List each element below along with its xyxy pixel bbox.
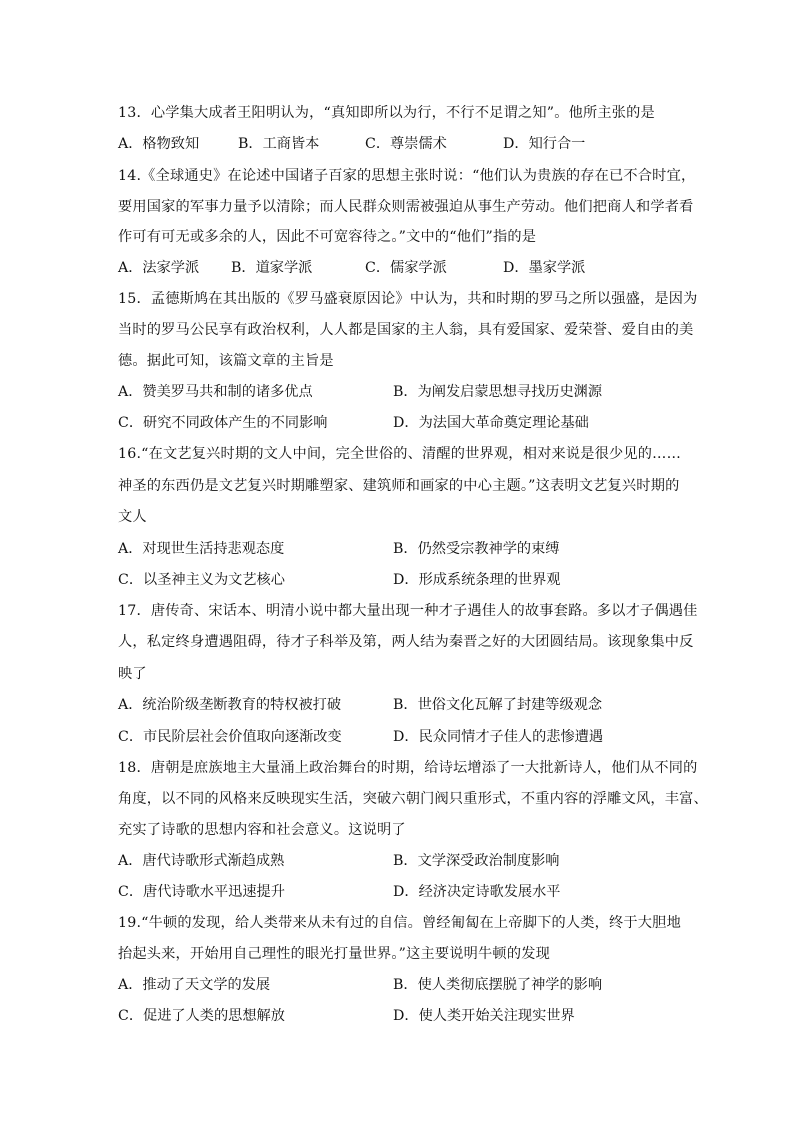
question-19-line-2: 抬起头来，开始用自己理性的眼光打量世界。”这主要说明牛顿的发现 xyxy=(118,946,550,962)
option-a: A．格物致知 xyxy=(118,136,200,152)
question-19-line-1: 19.“牛顿的发现，给人类带来从未有过的自信。曾经匍匐在上帝脚下的人类，终于大胆地 xyxy=(118,915,681,931)
option-a: A．统治阶级垄断教育的特权被打破 xyxy=(118,697,342,713)
question-15-line-2: 当时的罗马公民享有政治权利，人人都是国家的主人翁，具有爱国家、爱荣誉、爱自由的美 xyxy=(118,322,694,338)
option-c: C．促进了人类的思想解放 xyxy=(118,1008,285,1024)
question-17-line-3: 映了 xyxy=(118,666,147,682)
option-a: A．唐代诗歌形式渐趋成熟 xyxy=(118,853,285,869)
option-d: D．使人类开始关注现实世界 xyxy=(393,1008,575,1024)
option-c: C．以圣神主义为文艺核心 xyxy=(118,572,285,588)
question-16-options-row-1 xyxy=(118,539,718,559)
question-18-line-1: 18．唐朝是庶族地主大量涌上政治舞台的时期，给诗坛增添了一大批新诗人，他们从不同的 xyxy=(118,760,698,776)
option-a: A．法家学派 xyxy=(118,260,200,276)
option-c: C．尊崇儒术 xyxy=(365,136,447,152)
question-14-options xyxy=(118,258,718,278)
question-17-options-row-1 xyxy=(118,695,718,715)
option-c: C．研究不同政体产生的不同影响 xyxy=(118,415,328,431)
question-13-line-1: 13．心学集大成者王阳明认为，“真知即所以为行，不行不足谓之知”。他所主张的是 xyxy=(118,105,655,121)
option-c: C．市民阶层社会价值取向逐渐改变 xyxy=(118,729,342,745)
question-17-line-1: 17．唐传奇、宋话本、明清小说中都大量出现一种才子遇佳人的故事套路。多以才子偶遇佳 xyxy=(118,603,698,619)
question-18-options-row-1 xyxy=(118,851,718,871)
question-15-line-1: 15．孟德斯鸠在其出版的《罗马盛衰原因论》中认为，共和时期的罗马之所以强盛，是因为 xyxy=(118,291,698,307)
question-18-line-3: 充实了诗歌的思想内容和社会意义。这说明了 xyxy=(118,822,406,838)
question-14-line-1: 14.《全球通史》在论述中国诸子百家的思想主张时说：“他们认为贵族的存在已不合时宜， xyxy=(118,168,696,184)
question-17-line-2: 人，私定终身遭遇阻碍，待才子科举及第，两人结为秦晋之好的大团圆结局。该现象集中反 xyxy=(118,634,694,650)
question-15-options-row-1 xyxy=(118,382,718,402)
option-b: B．为阐发启蒙思想寻找历史渊源 xyxy=(393,384,603,400)
question-18-line-2: 角度，以不同的风格来反映现实生活，突破六朝门阀只重形式，不重内容的浮雕文风，丰富、 xyxy=(118,791,708,807)
option-a: A．对现世生活持悲观态度 xyxy=(118,541,285,557)
option-b: B．仍然受宗教神学的束缚 xyxy=(393,541,560,557)
option-b: B．世俗文化瓦解了封建等级观念 xyxy=(393,697,603,713)
question-15-options-row-2 xyxy=(118,413,718,433)
option-b: B．道家学派 xyxy=(231,260,313,276)
option-c: C．唐代诗歌水平迅速提升 xyxy=(118,884,285,900)
question-14-line-3: 作可有可无或多余的人，因此不可宽容待之。”文中的“他们”指的是 xyxy=(118,229,537,245)
question-16-line-2: 神圣的东西仍是文艺复兴时期雕塑家、建筑师和画家的中心主题。”这表明文艺复兴时期的 xyxy=(118,478,680,494)
question-16-line-3: 文人 xyxy=(118,509,147,525)
option-d: D．民众同情才子佳人的悲惨遭遇 xyxy=(393,729,604,745)
question-14-line-2: 要用国家的军事力量予以清除；而人民群众则需被强迫从事生产劳动。他们把商人和学者看 xyxy=(118,199,694,215)
option-a: A．赞美罗马共和制的诸多优点 xyxy=(118,384,313,400)
question-16-options-row-2 xyxy=(118,570,718,590)
option-b: B．使人类彻底摆脱了神学的影响 xyxy=(393,977,603,993)
question-13-options xyxy=(118,134,718,154)
option-d: D．墨家学派 xyxy=(503,260,586,276)
option-b: B．文学深受政治制度影响 xyxy=(393,853,560,869)
option-a: A．推动了天文学的发展 xyxy=(118,977,271,993)
question-17-options-row-2 xyxy=(118,727,718,747)
question-15-line-3: 德。据此可知，该篇文章的主旨是 xyxy=(118,353,334,369)
option-d: D．知行合一 xyxy=(503,136,586,152)
question-16-line-1: 16.“在文艺复兴时期的文人中间，完全世俗的、清醒的世界观，相对来说是很少见的…… xyxy=(118,446,681,462)
question-18-options-row-2 xyxy=(118,882,718,902)
option-d: D．为法国大革命奠定理论基础 xyxy=(393,415,589,431)
question-19-options-row-1 xyxy=(118,975,718,995)
option-c: C．儒家学派 xyxy=(365,260,447,276)
option-b: B．工商皆本 xyxy=(238,136,320,152)
option-d: D．形成系统条理的世界观 xyxy=(393,572,561,588)
option-d: D．经济决定诗歌发展水平 xyxy=(393,884,561,900)
question-19-options-row-2 xyxy=(118,1006,718,1026)
